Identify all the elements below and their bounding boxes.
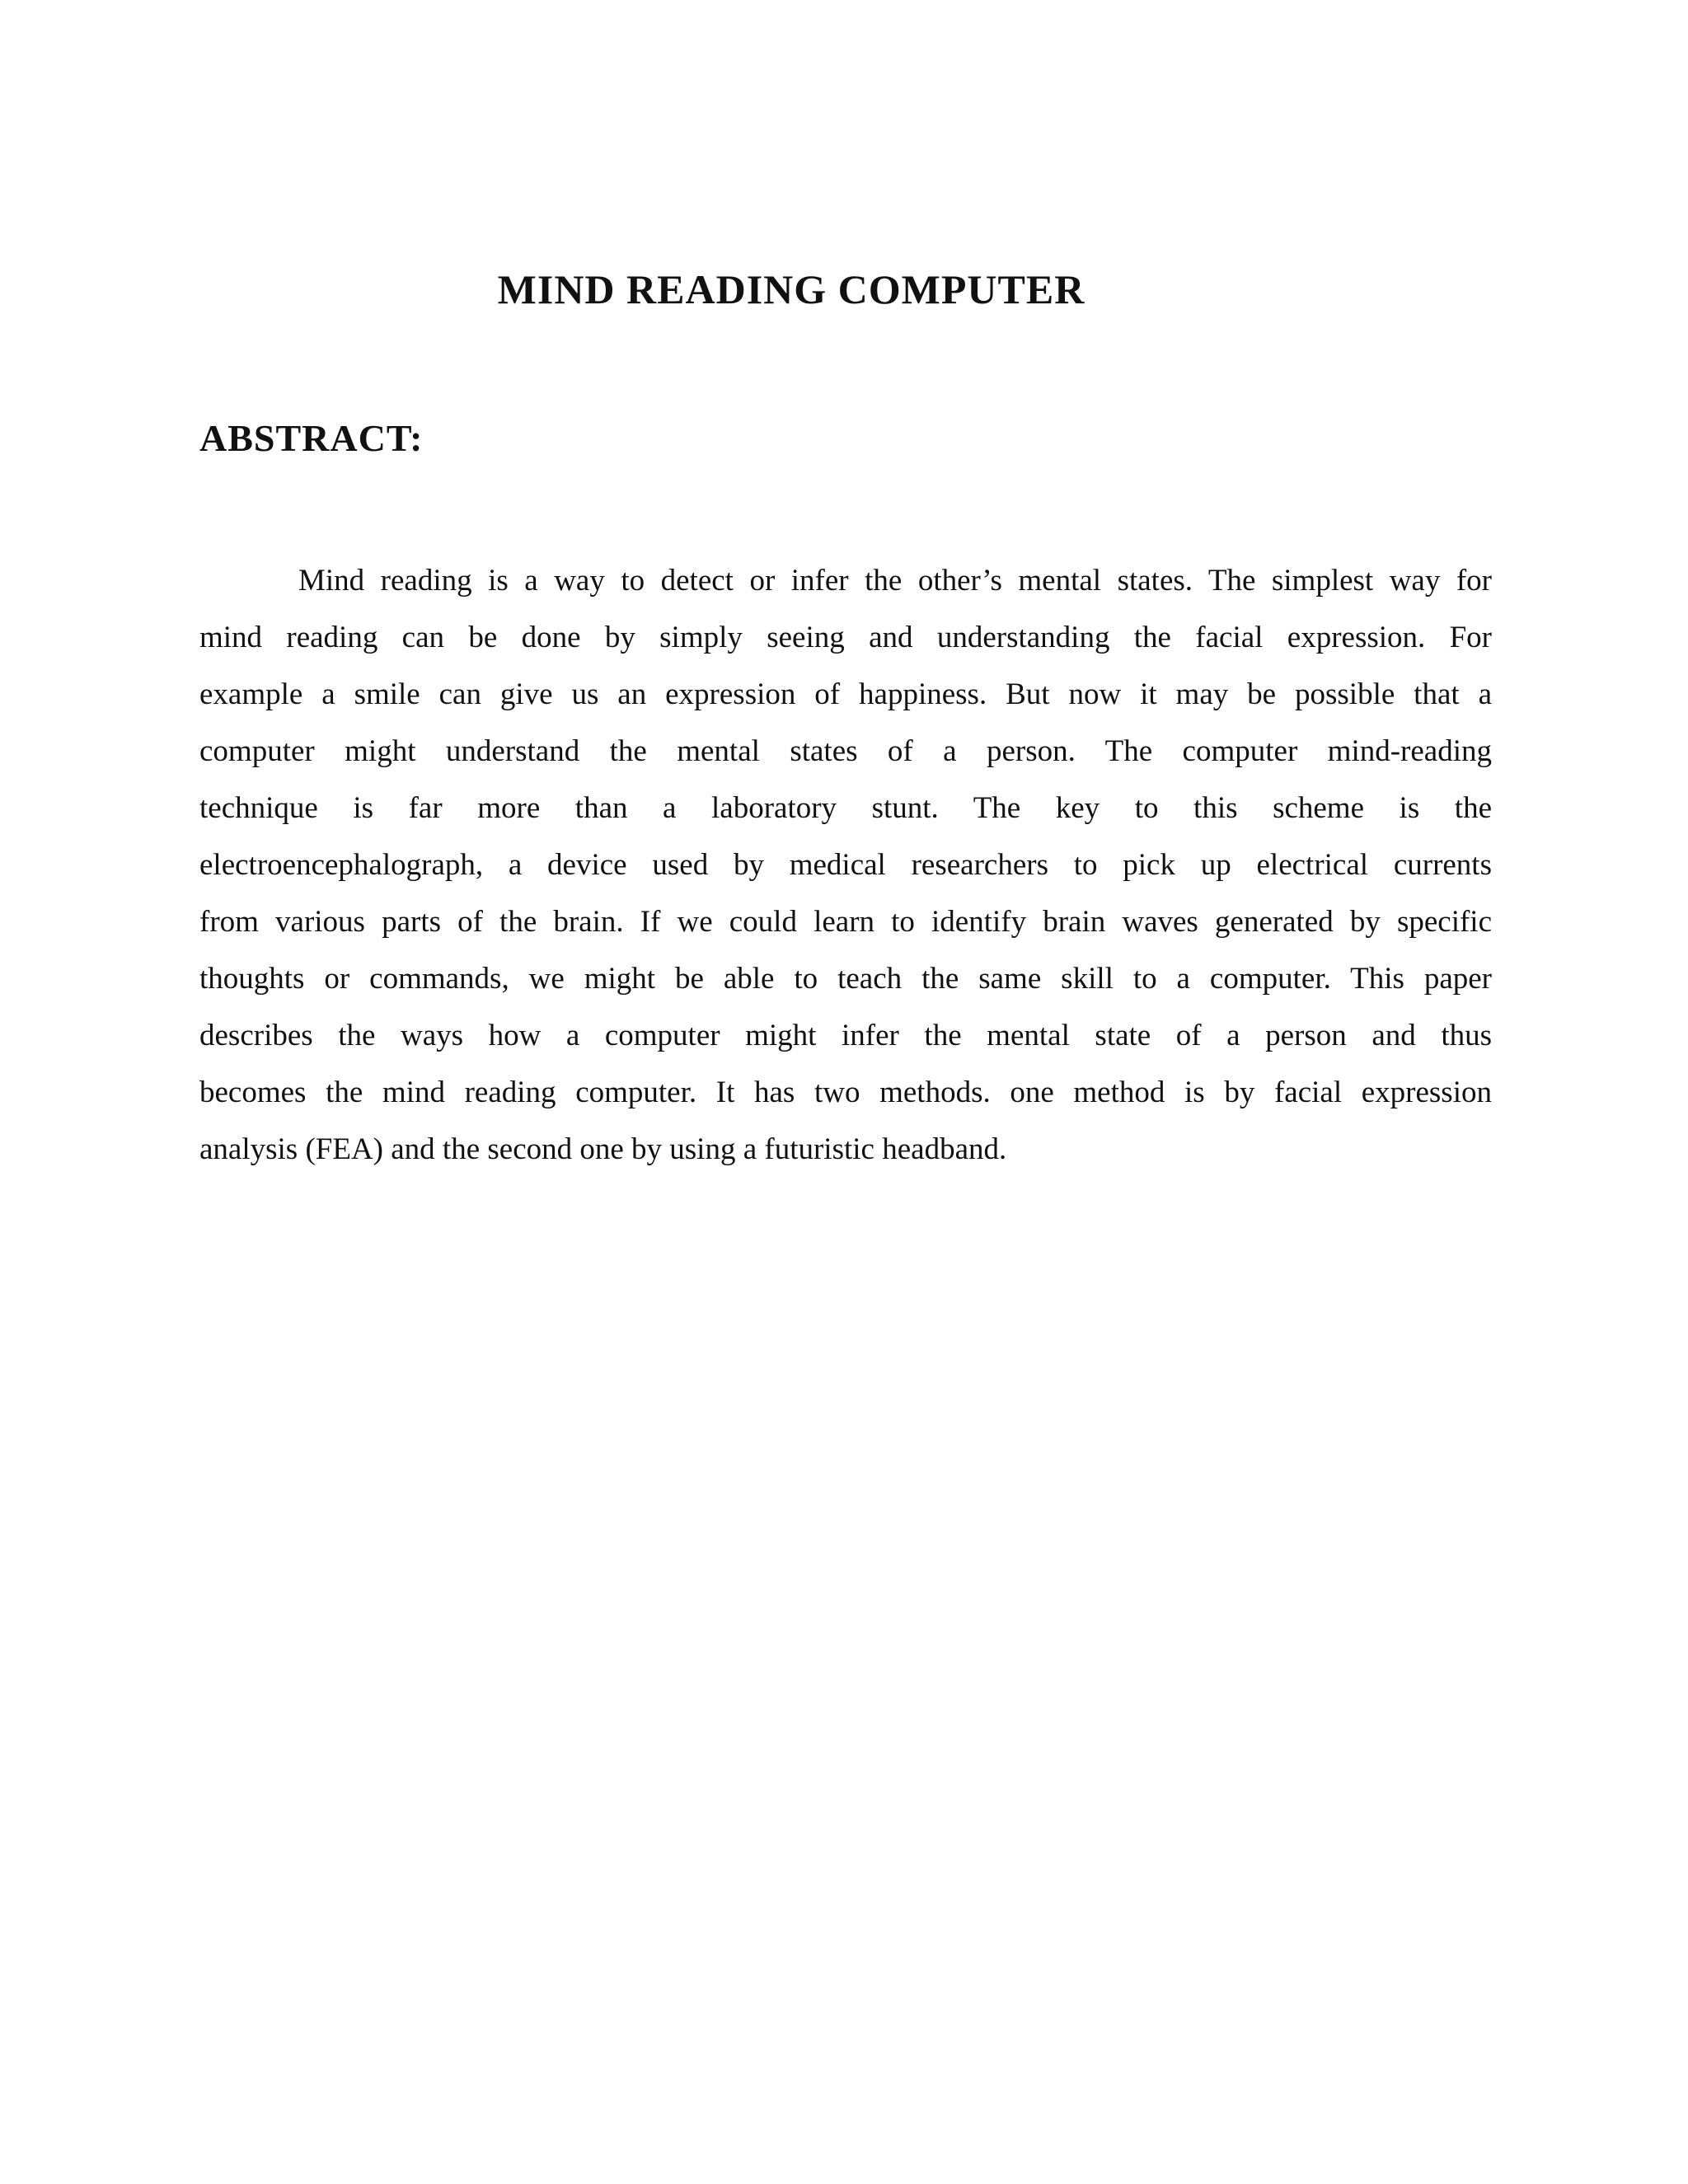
abstract-line: describes the ways how a computer might infer the mental state of a person and thus <box>199 1019 1492 1052</box>
abstract-line: becomes the mind reading computer. It has two methods. one method is by facial expression <box>199 1076 1492 1109</box>
abstract-heading: ABSTRACT: <box>199 417 424 459</box>
abstract-line: mind reading can be done by simply seeing and understanding the facial expression. For <box>199 621 1492 654</box>
abstract-paragraph <box>199 552 1492 1178</box>
abstract-line: example a smile can give us an expression of happiness. But now it may be possible that a <box>199 677 1492 711</box>
abstract-line: Mind reading is a way to detect or infer the other’s mental states. The simplest way for <box>298 564 1492 598</box>
abstract-line: electroencephalograph, a device used by medical researchers to pick up electrical currents <box>199 848 1492 882</box>
abstract-line: technique is far more than a laboratory stunt. The key to this scheme is the <box>199 791 1492 825</box>
abstract-line: analysis (FEA) and the second one by using a futuristic headband. <box>199 1132 1007 1166</box>
abstract-line: computer might understand the mental states of a person. The computer mind-reading <box>199 734 1492 768</box>
abstract-line: thoughts or commands, we might be able to teach the same skill to a computer. This paper <box>199 962 1492 996</box>
document-title: MIND READING COMPUTER <box>497 266 1085 312</box>
abstract-line: from various parts of the brain. If we could learn to identify brain waves generated by specific <box>199 905 1492 939</box>
